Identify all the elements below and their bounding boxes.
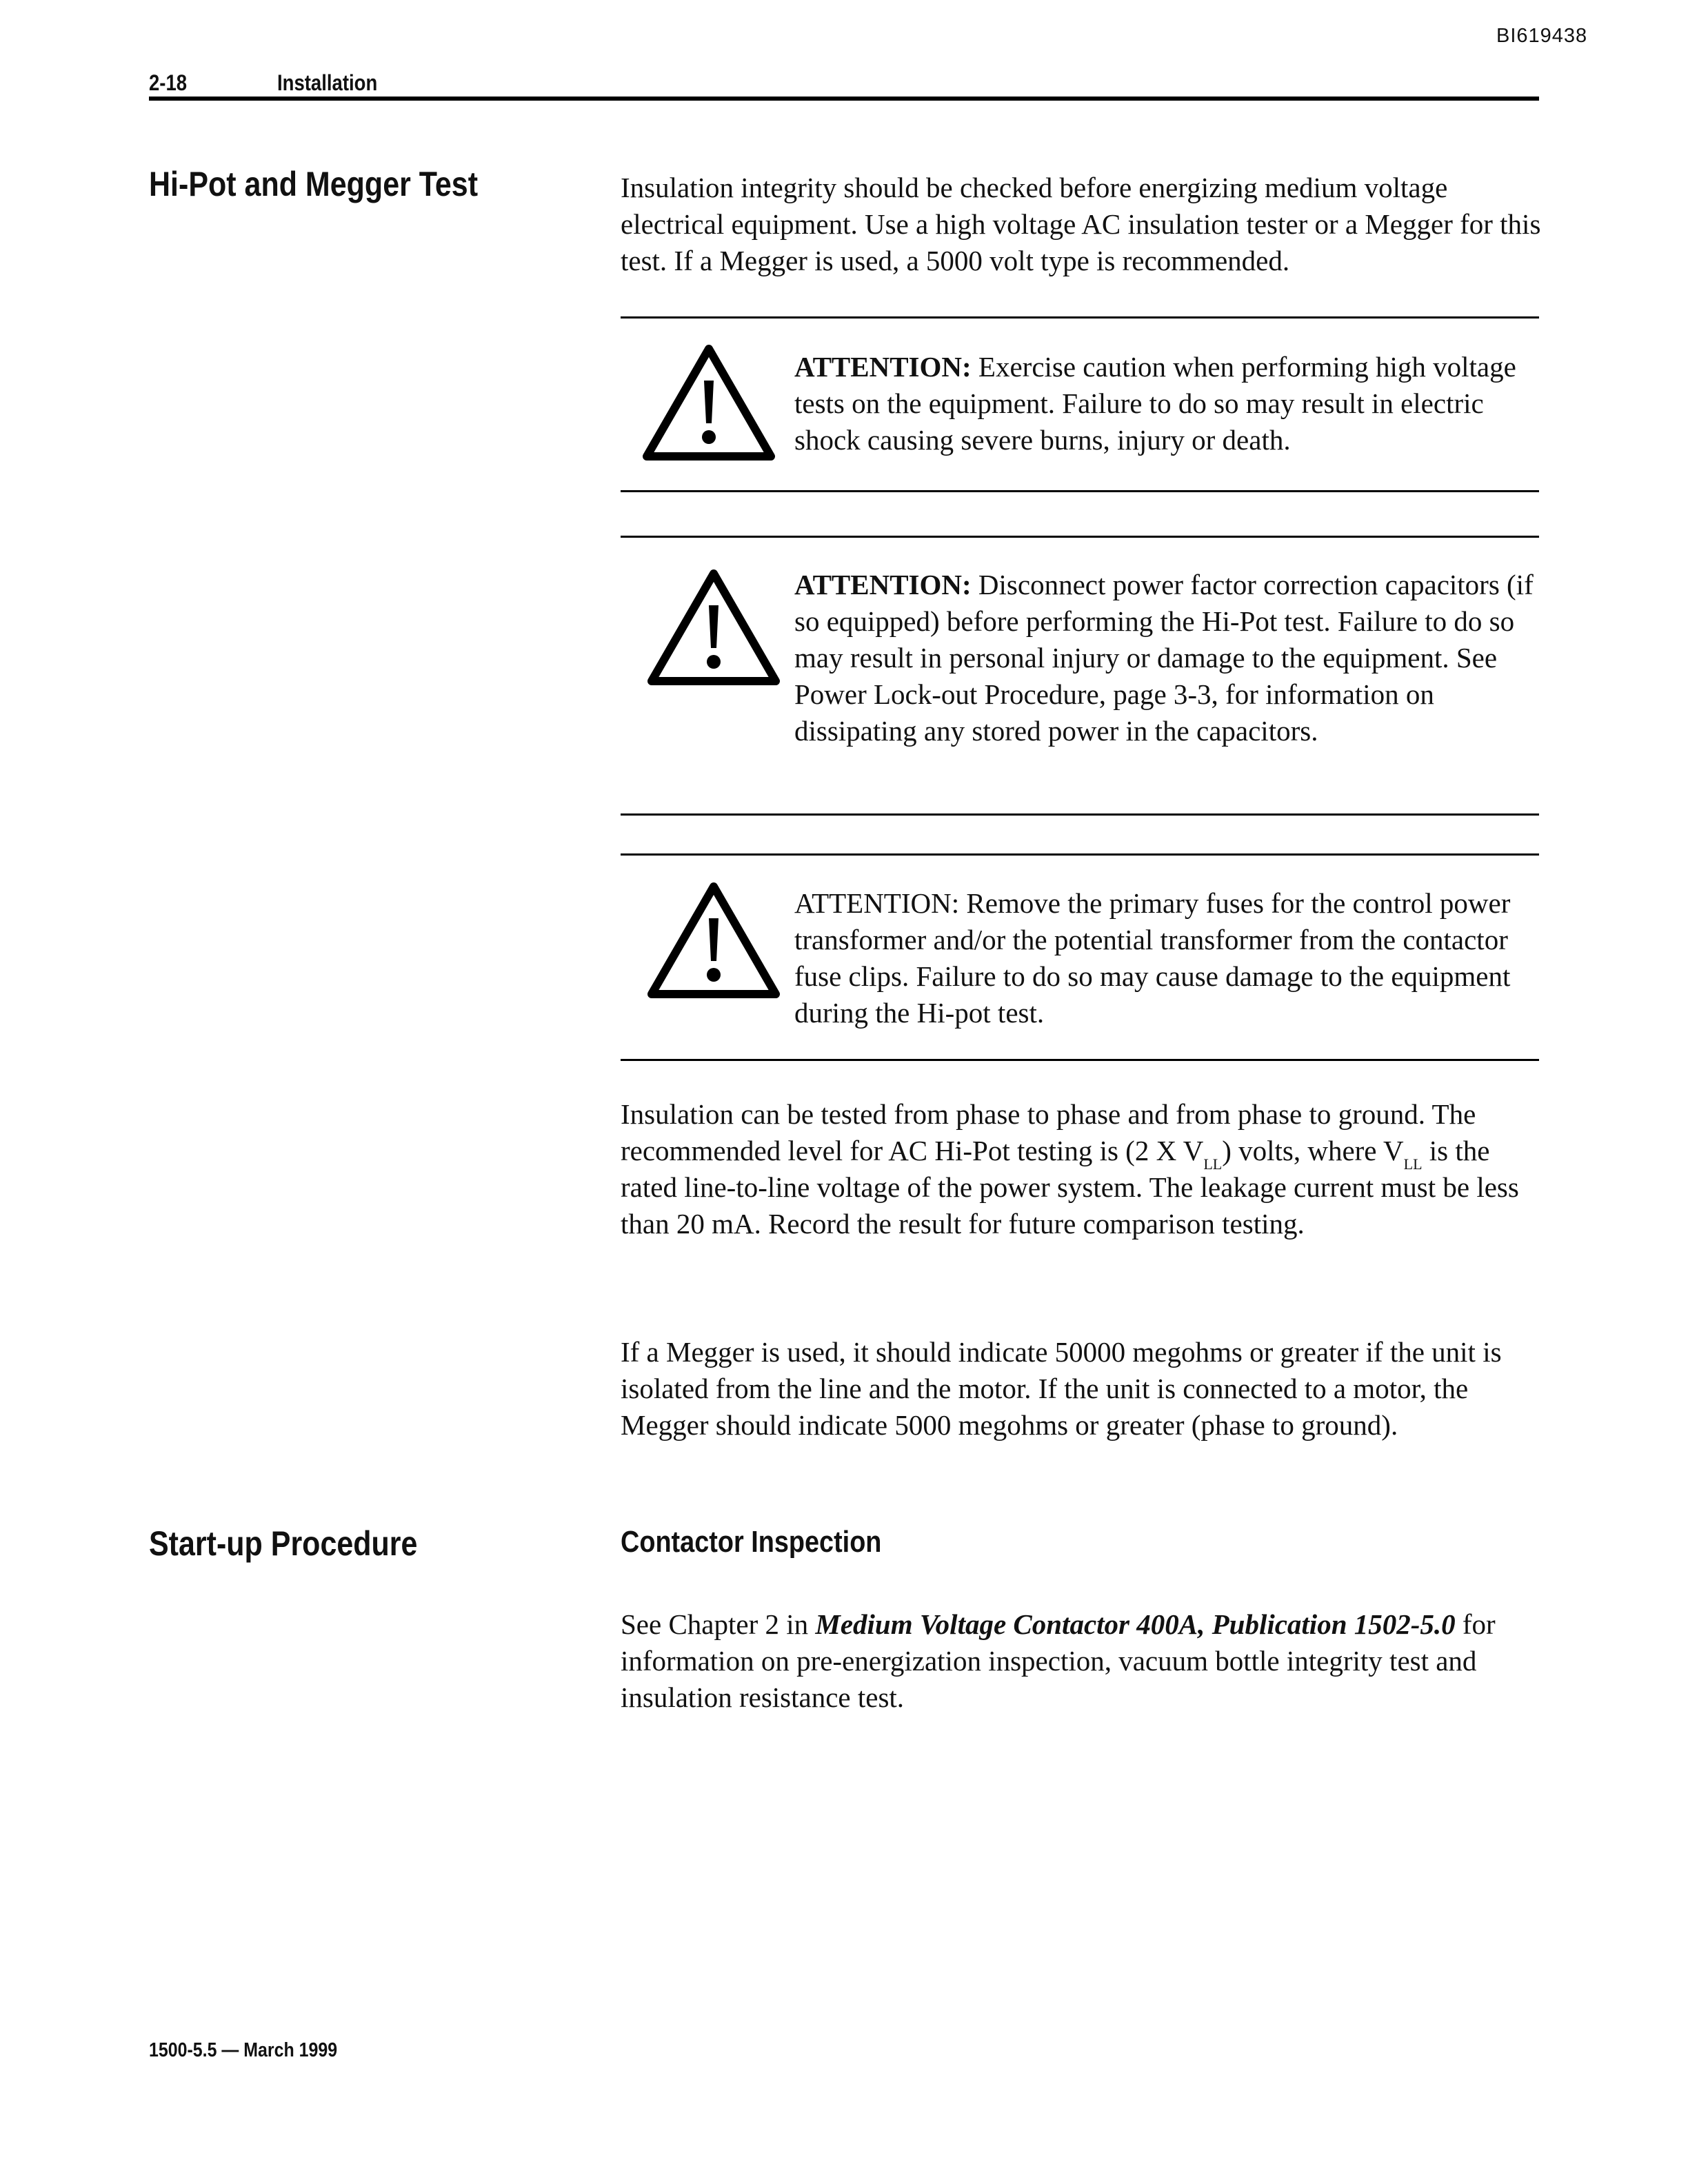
attention-1-top-rule bbox=[621, 316, 1539, 318]
startup-heading: Start-up Procedure bbox=[149, 1524, 418, 1563]
attention-2-label: ATTENTION: bbox=[794, 569, 972, 600]
insulation-text-2: ) volts, where V bbox=[1222, 1135, 1404, 1166]
attention-2-text bbox=[794, 567, 1543, 749]
see-prefix: See Chapter 2 in bbox=[621, 1608, 816, 1640]
attention-2-top-rule bbox=[621, 536, 1539, 538]
warning-triangle-icon bbox=[645, 880, 783, 1002]
attention-3-top-rule bbox=[621, 853, 1539, 856]
see-suffix: for information on pre-energization inspection, vacuum bottle integrity test and insulation resistance test. bbox=[621, 1608, 1496, 1713]
megger-paragraph: If a Megger is used, it should indicate 50000 megohms or greater if the unit is isolated from the line and the motor. If the unit is connected to a motor, the Megger should indicate 5000 megohms or greater (phase to ground). bbox=[621, 1336, 1502, 1441]
warning-triangle-icon bbox=[645, 567, 783, 689]
vll-subscript-1: LL bbox=[1203, 1155, 1223, 1173]
warning-triangle-icon bbox=[640, 342, 778, 465]
insulation-paragraph bbox=[621, 1096, 1545, 1242]
attention-3-body: Remove the primary fuses for the control power transformer and/or the potential transformer from the contactor fuse clips. Failure to do so may cause damage to the equipment during the Hi-pot test. bbox=[794, 887, 1511, 1029]
document-id: BI619438 bbox=[1496, 25, 1588, 47]
attention-3-label: ATTENTION: bbox=[794, 887, 960, 919]
attention-1-text bbox=[794, 349, 1543, 458]
insulation-text-3: is the rated line-to-line voltage of the power system. The leakage current must be less than 20 mA. Record the result for future comparison testing. bbox=[621, 1135, 1519, 1240]
attention-3-text bbox=[794, 885, 1543, 1031]
header-rule bbox=[149, 97, 1539, 101]
page-number: 2-18 bbox=[149, 70, 188, 95]
footer-publication: 1500-5.5 — March 1999 bbox=[149, 2039, 338, 2061]
attention-2-bottom-rule bbox=[621, 813, 1539, 816]
insulation-text-1: Insulation can be tested from phase to phase and from phase to ground. The recommended level for AC Hi-Pot testing is (2 X V bbox=[621, 1098, 1476, 1166]
section-title: Installation bbox=[277, 70, 378, 95]
attention-2-body: Disconnect power factor correction capacitors (if so equipped) before performing the Hi-Pot test. Failure to do so may result in personal injury or damage to the equipment. See Power Lock-out Procedure, page 3-3, for information on dissipating any stored power in the capacitors. bbox=[794, 569, 1534, 747]
hipot-heading: Hi-Pot and Megger Test bbox=[149, 165, 479, 203]
attention-1-label: ATTENTION: bbox=[794, 351, 972, 383]
vll-subscript-2: LL bbox=[1403, 1155, 1423, 1173]
attention-3-bottom-rule bbox=[621, 1059, 1539, 1061]
publication-reference: Medium Voltage Contactor 400A, Publication 1502-5.0 bbox=[815, 1608, 1456, 1640]
attention-1-bottom-rule bbox=[621, 490, 1539, 492]
attention-1-body: Exercise caution when performing high voltage tests on the equipment. Failure to do so may result in electric shock causing severe burns, injury or death. bbox=[794, 351, 1516, 456]
contactor-inspection-heading: Contactor Inspection bbox=[621, 1525, 882, 1559]
contactor-paragraph bbox=[621, 1606, 1545, 1716]
intro-paragraph: Insulation integrity should be checked before energizing medium voltage electrical equipment. Use a high voltage AC insulation tester or a Megger for this test. If a Megger is used, a 5000 volt type is recommended. bbox=[621, 172, 1541, 276]
